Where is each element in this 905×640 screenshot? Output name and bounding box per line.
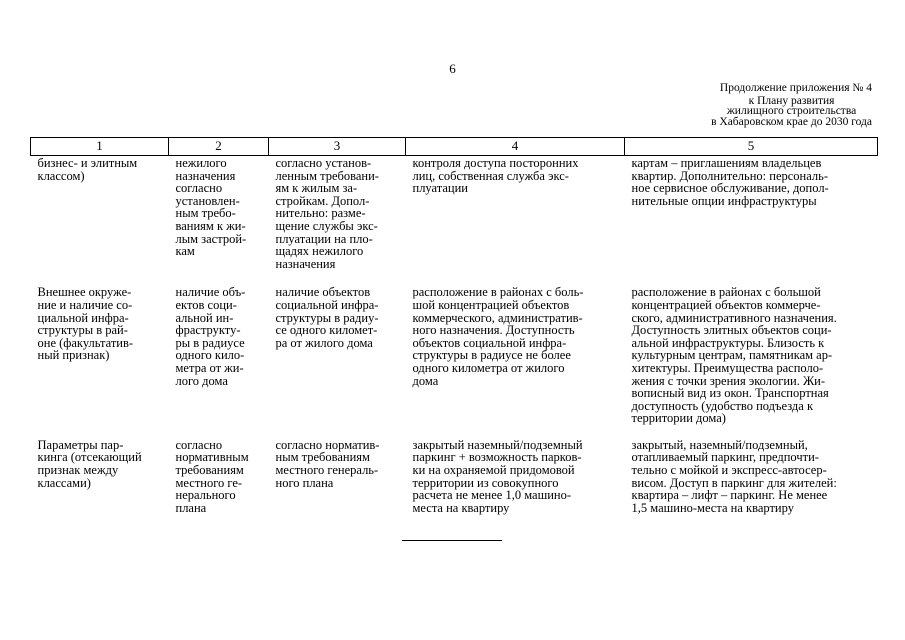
column-number-header: 1: [31, 138, 169, 156]
column-number-header: 4: [406, 138, 625, 156]
table-cell: нежилого назначения согласно установлен- ным требо- ваниям к жи- лым застрой- кам: [175, 156, 247, 259]
table-cell: контроля доступа посторонних лиц, собственная служба экс- плуатации: [412, 156, 579, 196]
table-row: [31, 439, 878, 529]
table-header-row: [31, 138, 878, 156]
column-number-header: 2: [169, 138, 269, 156]
header-note-line: в Хабаровском крае до 2030 года: [711, 115, 872, 128]
table-cell: расположение в районах с большой концентрацией объектов коммерче- ского, административного назначения. Доступность элитных объектов соци- альной инфраструктуры. Близость к культурным центрам, памятникам ар- хитектуры. Преимущества располо- жения с точки зрения экологии. Жи- вописный вид из окон. Транспортная доступность (удобство подъезда к территории дома): [631, 285, 837, 426]
table-cell: закрытый наземный/подземный паркинг + возможность парков- ки на охраняемой придомовой территории из совокупного расчета не менее 1,0 машино- места на квартиру: [412, 437, 583, 515]
header-note-line: Продолжение приложения № 4: [719, 82, 872, 94]
table-cell: наличие объ- ектов соци- альной ин- фраструкту- ры в радиусе одного кило- метра от жи- лого дома: [175, 285, 246, 388]
column-number-header: 3: [269, 138, 406, 156]
header-note-line: к Плану развития: [748, 94, 835, 107]
header-note-line: жилищного строительства: [726, 105, 857, 117]
table-cell: Параметры пар- кинга (отсекающий признак между классами): [37, 437, 142, 490]
footer-divider-line: [402, 540, 502, 541]
table-row: [31, 156, 878, 287]
table-cell: Внешнее окруже- ние и наличие со- циальной инфра- структуры в рай- оне (факультатив- ный признак): [37, 285, 134, 363]
housing-class-table: [30, 137, 878, 528]
table-cell: бизнес- и элитным классом): [37, 156, 138, 183]
table-cell: согласно нормативным требованиям местного ге- нерального плана: [175, 437, 249, 515]
table-cell: закрытый, наземный/подземный, отапливаемый паркинг, предпочти- тельно с мойкой и экспресс-автосер- висом. Доступ в паркинг для жителей: квартира – лифт – паркинг. Не менее 1,5 машино-места на квартиру: [631, 437, 837, 515]
appendix-header-note: [711, 83, 872, 127]
table-cell: расположение в районах с боль- шой концентрацией объектов коммерческого, административ- ного назначения. Доступность объектов социальной инфра- структуры в радиусе не более одного километра от жилого дома: [412, 285, 584, 388]
table-row: [31, 286, 878, 439]
table-cell: картам – приглашениям владельцев квартир. Дополнительно: персональ- ное сервисное обслуживание, допол- нительные опции инфраструктуры: [631, 156, 829, 208]
column-number-header: 5: [625, 138, 878, 156]
table-cell: согласно норматив- ным требованиям местного генераль- ного плана: [275, 437, 380, 490]
page-number: 6: [449, 61, 456, 76]
table-cell: согласно установ- ленным требовани- ям к жилым за- стройкам. Допол- нительно: разме- щение службы экс- плуатации на пло- щадях нежилого назначения: [275, 156, 379, 271]
table-cell: наличие объектов социальной инфра- структуры в радиу- се одного километ- ра от жилого дома: [275, 285, 379, 350]
